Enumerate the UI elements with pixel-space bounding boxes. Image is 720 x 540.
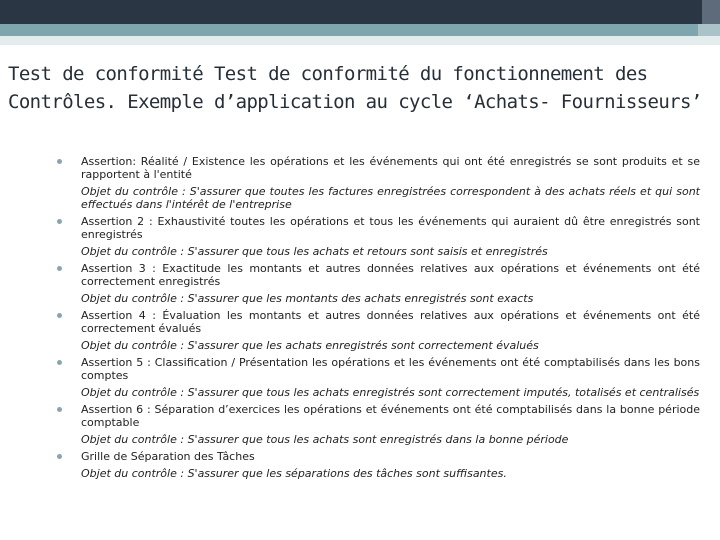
bullet-icon (57, 159, 62, 164)
assertion-text: Assertion 3 : Exactitude les montants et autres données relatives aux opérations et événements ont été correctement enregistrés (81, 262, 700, 288)
assertion-text: Assertion 6 : Séparation d’exercices les opérations et événements ont été comptabilisés dans la bonne période comptable (81, 403, 700, 429)
list-item (60, 403, 700, 446)
header-accent-right (702, 0, 720, 24)
bullet-icon (57, 360, 62, 365)
list-item (60, 215, 700, 258)
slide-title: Test de conformité Test de conformité du fonctionnement des Contrôles. Exemple d’application au cycle ‘Achats- Fournisseurs’ (8, 63, 702, 113)
header-band-dark (0, 0, 698, 24)
header-band-teal-right (698, 24, 720, 36)
assertion-text: Assertion 2 : Exhaustivité toutes les opérations et tous les événements qui auraient dû être enregistrés sont enregistrés (81, 215, 700, 241)
list-item (60, 262, 700, 305)
bullet-icon (57, 219, 62, 224)
assertion-text: Assertion 4 : Évaluation les montants et autres données relatives aux opérations et événements ont été correctement évalués (81, 309, 700, 335)
assertion-text: Assertion: Réalité / Existence les opérations et les événements qui ont été enregistrés se sont produits et se rapportent à l'entité (81, 155, 700, 181)
control-objective-text: Objet du contrôle : S'assurer que les montants des achats enregistrés sont exacts (81, 292, 534, 305)
control-objective-text: Objet du contrôle : S'assurer que toutes les factures enregistrées correspondent à des achats réels et qui sont effectués dans l'intérêt de l'entreprise (81, 185, 700, 211)
list-item (60, 309, 700, 352)
list-item (60, 450, 700, 480)
assertion-text: Assertion 5 : Classification / Présentation les opérations et les événements ont été comptabilisés dans les bons comptes (81, 356, 700, 382)
control-objective-text: Objet du contrôle : S'assurer que les séparations des tâches sont suffisantes. (81, 467, 507, 480)
header-band-teal (0, 24, 698, 36)
control-objective-text: Objet du contrôle : S'assurer que tous les achats sont enregistrés dans la bonne période (81, 433, 569, 446)
assertion-list (60, 155, 700, 484)
bullet-icon (57, 313, 62, 318)
list-item (60, 356, 700, 399)
control-objective-text: Objet du contrôle : S'assurer que les achats enregistrés sont correctement évalués (81, 339, 539, 352)
control-objective-text: Objet du contrôle : S'assurer que tous les achats enregistrés sont correctement imputés, totalisés et centralisés (81, 386, 700, 399)
bullet-icon (57, 266, 62, 271)
header-band-light (0, 36, 720, 45)
assertion-text: Grille de Séparation des Tâches (81, 450, 255, 463)
bullet-icon (57, 454, 62, 459)
bullet-icon (57, 407, 62, 412)
control-objective-text: Objet du contrôle : S'assurer que tous les achats et retours sont saisis et enregistrés (81, 245, 548, 258)
list-item (60, 155, 700, 211)
